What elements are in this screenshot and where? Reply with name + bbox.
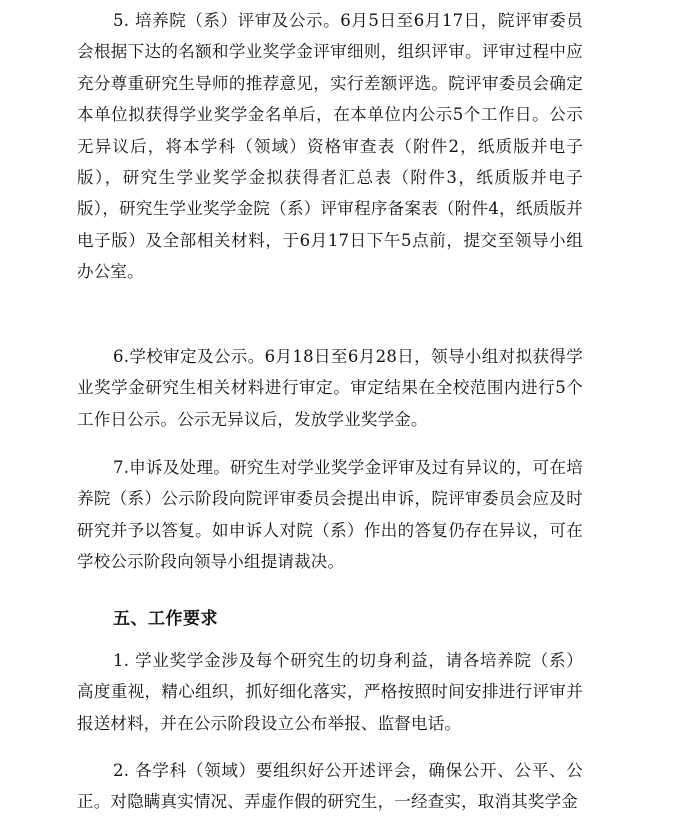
paragraph-appeal-handling: 7.申诉及处理。研究生对学业奖学金评审及过有异议的，可在培养院（系）公示阶段向院评审委员会提出申诉，院评审委员会应及时研究并予以答复。如申诉人对院（系）作出的答复仍存在异议，可在学校公示阶段向领导小组提请裁决。 [77,458,583,572]
requirement-item-2: 2. 各学科（领域）要组织好公开述评会，确保公开、公平、公正。对隐瞒真实情况、弄虚作假的研究生，一经查实，取消其奖学金 [77,761,583,812]
section-heading-work-requirements: 五、工作要求 [113,609,218,629]
paragraph-review-publicity-college: 5. 培养院（系）评审及公示。6月5日至6月17日，院评审委员会根据下达的名额和学业奖学金评审细则，组织评审。评审过程中应充分尊重研究生导师的推荐意见，实行差额评选。院评审委员会确定本单位拟获得学业奖学金名单后，在本单位内公示5个工作日。公示无异议后，将本学科（领域）资格审查表（附件2，纸质版并电子版），研究生学业奖学金拟获得者汇总表（附件3，纸质版并电子版），研究生学业奖学金院（系）评审程序备案表（附件4，纸质版并电子版）及全部相关材料，于6月17日下午5点前，提交至领导小组办公室。 [77,11,583,282]
paragraph-school-review: 6.学校审定及公示。6月18日至6月28日，领导小组对拟获得学业奖学金研究生相关材料进行审定。审定结果在全校范围内进行5个工作日公示。公示无异议后，发放学业奖学金。 [77,347,583,429]
requirement-item-1: 1. 学业奖学金涉及每个研究生的切身利益，请各培养院（系）高度重视，精心组织，抓好细化落实，严格按照时间安排进行评审并报送材料，并在公示阶段设立公布举报、监督电话。 [77,651,583,733]
